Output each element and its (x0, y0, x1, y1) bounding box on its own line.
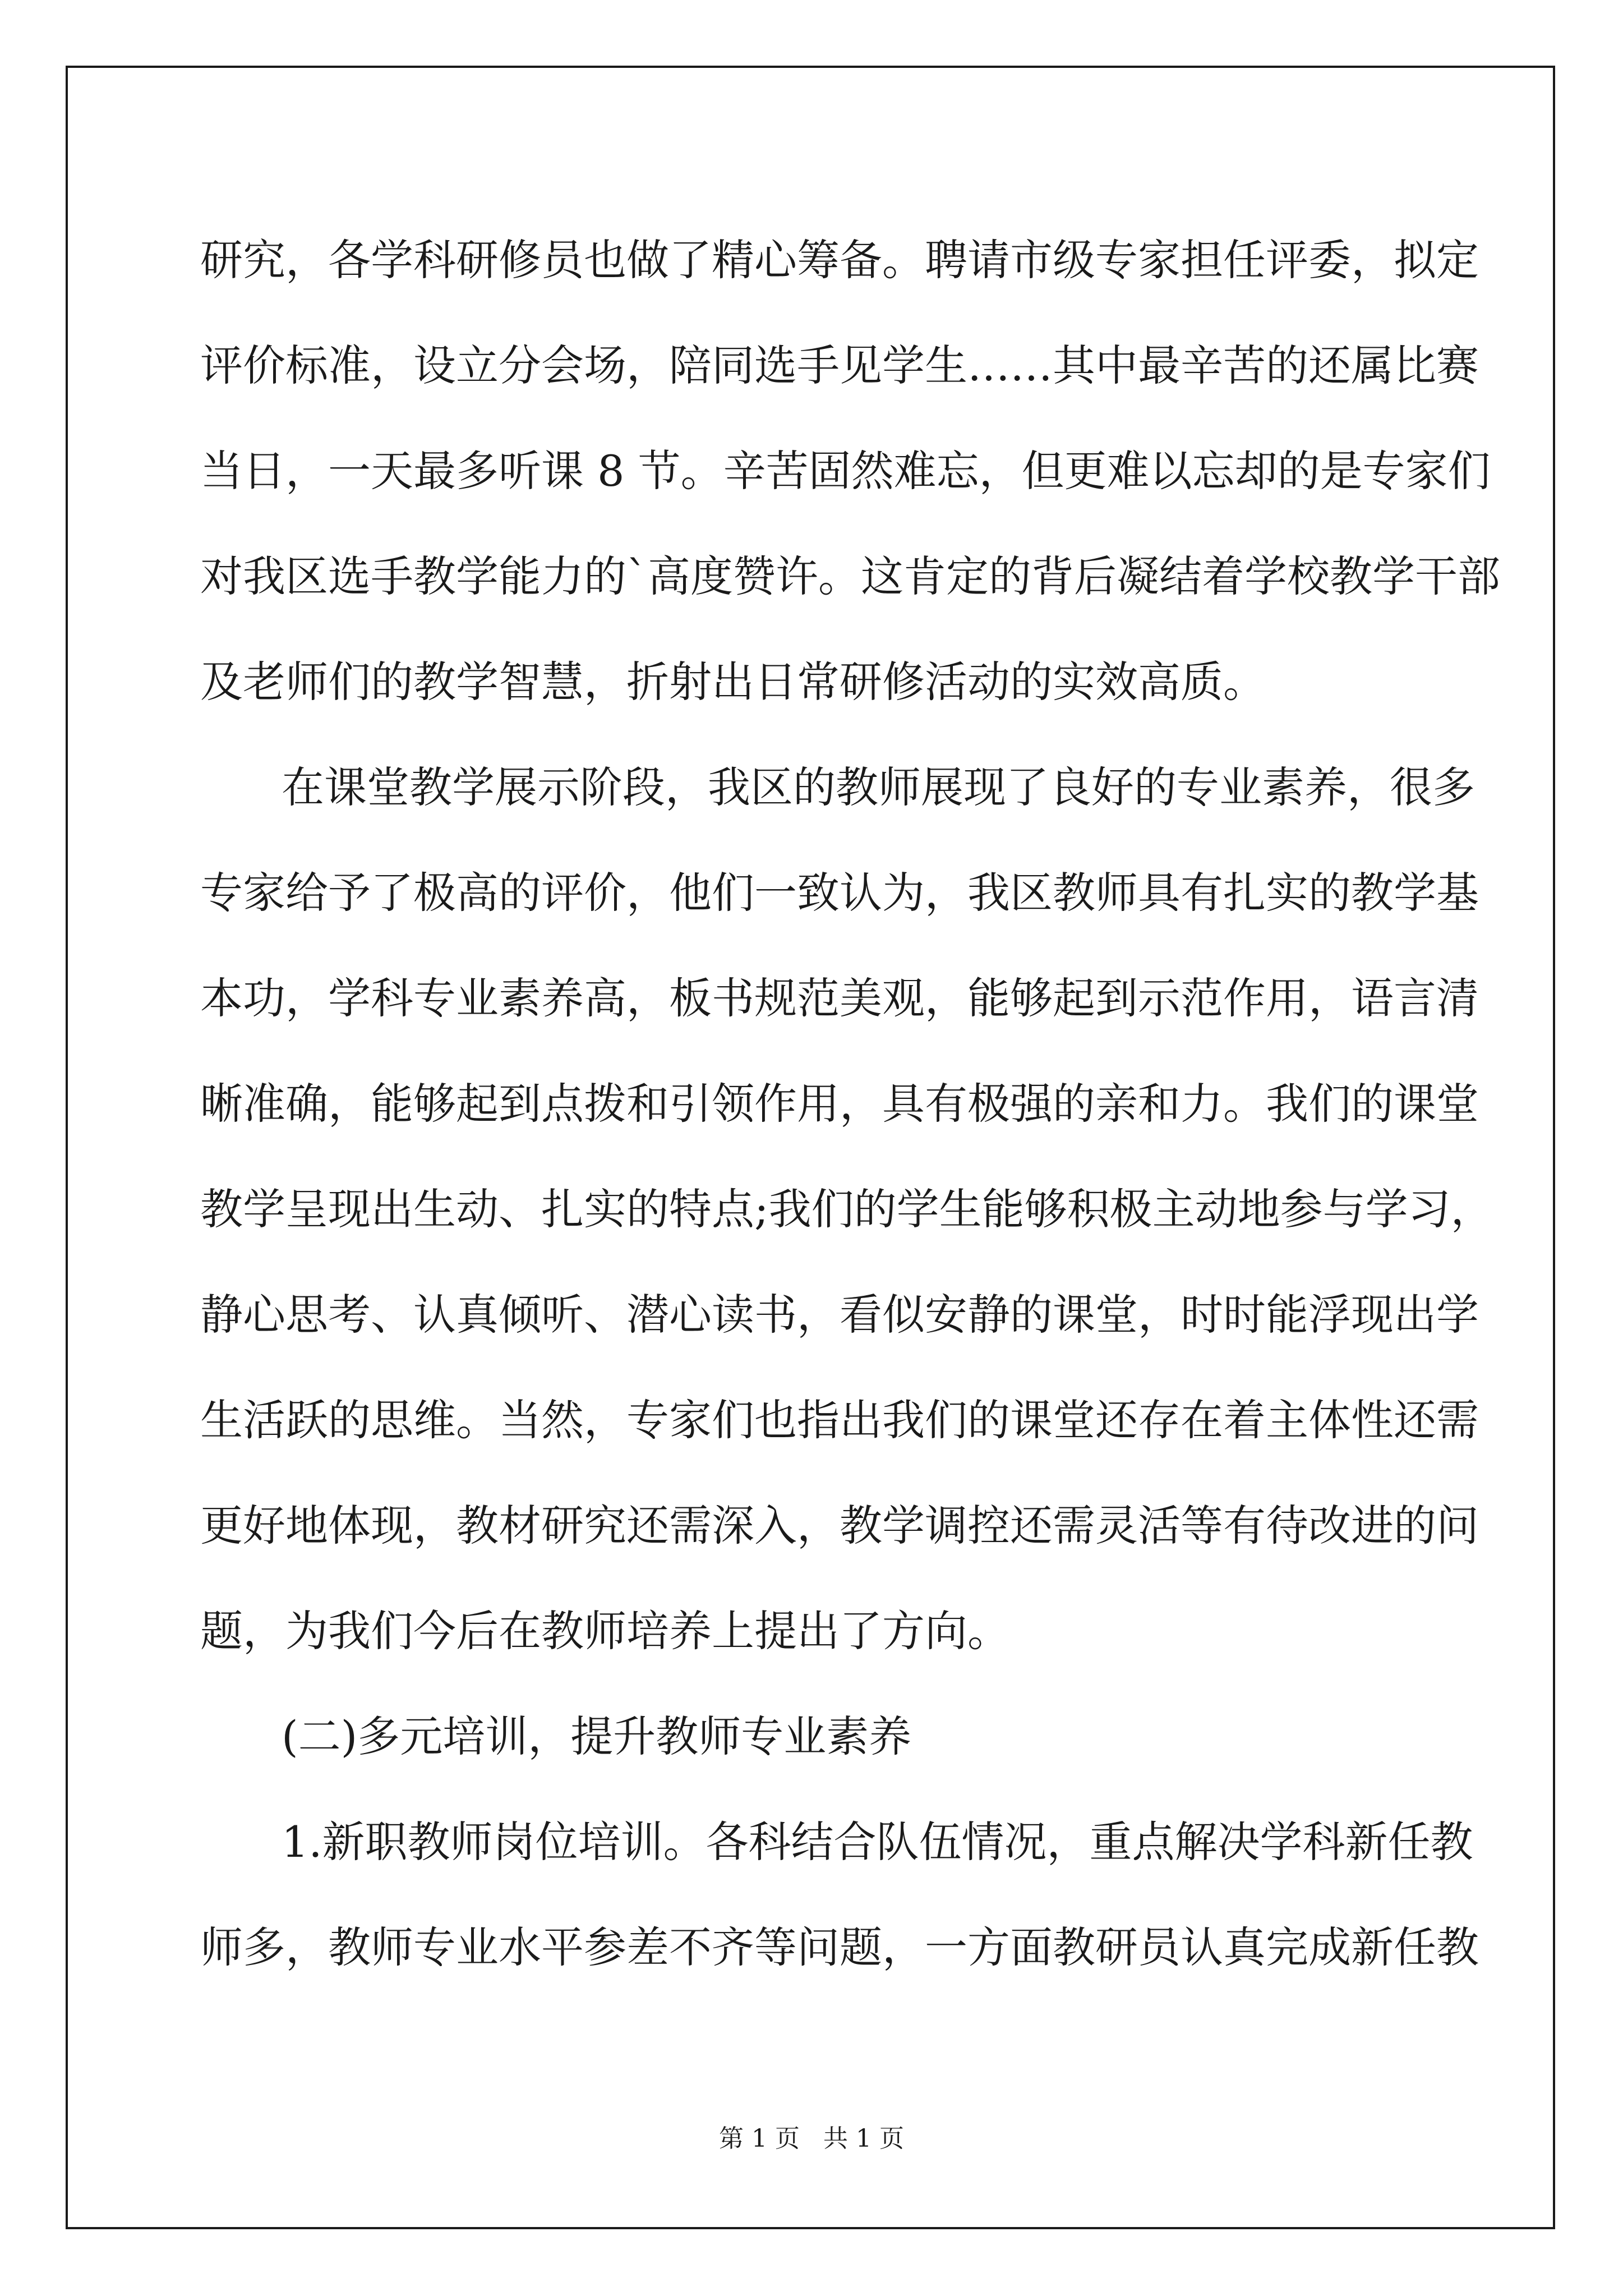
text-line: 师多，教师专业水平参差不齐等问题，一方面教研员认真完成新任教 (200, 1922, 1479, 1972)
text-line: 研究，各学科研修员也做了精心筹备。聘请市级专家担任评委，拟定 (200, 235, 1479, 285)
text-line: 题，为我们今后在教师培养上提出了方向。 (200, 1606, 1010, 1656)
text-line: 当日，一天最多听课 8 节。辛苦固然难忘，但更难以忘却的是专家们 (200, 446, 1491, 496)
text-line: 专家给予了极高的评价，他们一致认为，我区教师具有扎实的教学基 (200, 868, 1479, 918)
text-line: 更好地体现，教材研究还需深入，教学调控还需灵活等有待改进的问 (200, 1501, 1479, 1550)
text-line: 1.新职教师岗位培训。各科结合队伍情况，重点解决学科新任教 (282, 1817, 1473, 1867)
text-line: 在课堂教学展示阶段，我区的教师展现了良好的专业素养，很多 (282, 762, 1475, 812)
text-line: 教学呈现出生动、扎实的特点;我们的学生能够积极主动地参与学习， (200, 1184, 1493, 1234)
page-footer: 第 1 页 共 1 页 (719, 2124, 904, 2153)
document-body (200, 208, 1500, 2000)
text-line: 本功，学科专业素养高，板书规范美观，能够起到示范作用，语言清 (200, 973, 1479, 1023)
text-line: 评价标准，设立分会场，陪同选手见学生……其中最辛苦的还属比赛 (200, 341, 1479, 390)
text-line: 静心思考、认真倾听、潜心读书，看似安静的课堂，时时能浮现出学 (200, 1290, 1479, 1340)
text-line: 及老师们的教学智慧，折射出日常研修活动的实效高质。 (200, 657, 1266, 707)
section-heading: (二)多元培训，提升教师专业素养 (282, 1711, 912, 1761)
text-line: 生活跃的思维。当然，专家们也指出我们的课堂还存在着主体性还需 (200, 1395, 1479, 1445)
text-line: 对我区选手教学能力的`高度赞许。这肯定的背后凝结着学校教学干部 (200, 551, 1500, 601)
text-line: 晰准确，能够起到点拨和引领作用，具有极强的亲和力。我们的课堂 (200, 1079, 1479, 1129)
